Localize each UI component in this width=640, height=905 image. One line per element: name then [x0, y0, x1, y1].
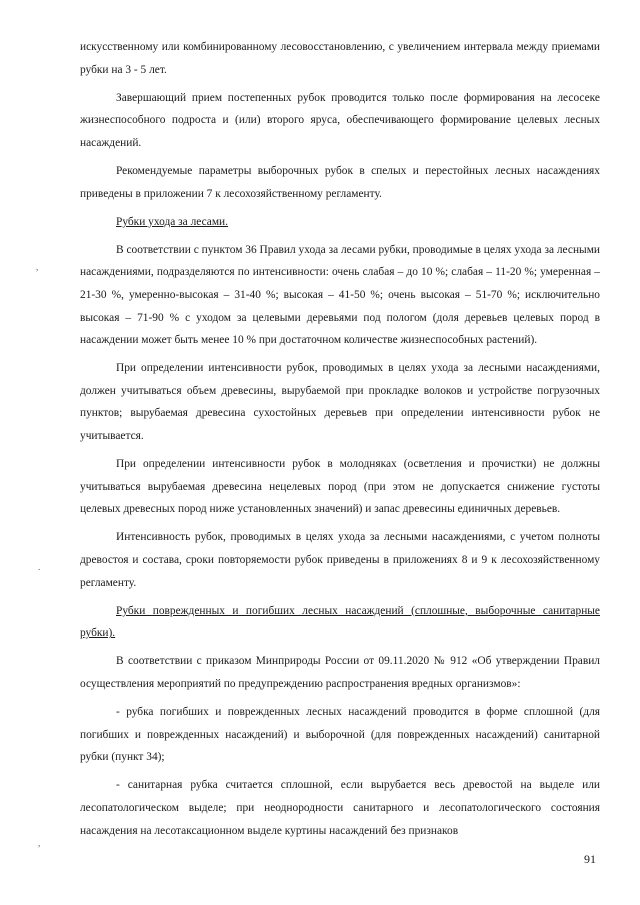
paragraph-intensity-determination: При определении интенсивности рубок, проводимых в целях ухода за лесными насаждениями, должен учитываться объем древесины, вырубаемой при прокладке волоков и устройстве погрузочных пунктов; вырубаемая древесина сухостойных деревьев при определении интенсивности рубок не учитывается.	[80, 362, 600, 442]
paragraph-intensity-appendix: Интенсивность рубок, проводимых в целях ухода за лесными насаждениями, с учетом полноты древостоя и состава, сроки повторяемости рубок приведены в приложениях 8 и 9 к лесохозяйственному регламенту.	[80, 531, 600, 589]
scan-speck: .	[38, 562, 41, 572]
list-item-sanitary-form: - рубка погибших и поврежденных лесных насаждений проводится в форме сплошной (для погибших и поврежденных насаждений) и выборочной (для поврежденных насаждений) санитарной рубки (пункт 34);	[80, 706, 600, 764]
paragraph-order-reference: В соответствии с приказом Минприроды России от 09.11.2020 № 912 «Об утверждении Правил осуществления мероприятий по предупреждению распространения вредных организмов»:	[80, 655, 600, 690]
paragraph-intensity-classes: В соответствии с пунктом 36 Правил ухода за лесами рубки, проводимые в целях ухода за лесными насаждениями, подразделяются по интенсивности: очень слабая – до 10 %; слабая – 11-20 %; умеренная – 21-30 %, умеренно-высокая – 31-40 %; высокая – 41-50 %; очень высокая – 51-70 %; исключительно высокая – 71-90 % с уходом за целевыми деревьями под пологом (доля деревьев целевых пород в насаждении может быть менее 10 % при достаточном количестве жизнеспособных растений).	[80, 243, 600, 347]
paragraph-recommended-params: Рекомендуемые параметры выборочных рубок в спелых и перестойных лесных насаждениях приведены в приложении 7 к лесохозяйственному регламенту.	[80, 164, 600, 200]
paragraph-continuation: искусственному или комбинированному лесовосстановлению, с увеличением интервала между приемами рубки на 3 - 5 лет.	[80, 41, 600, 76]
scan-speck: ,	[36, 262, 39, 272]
section-heading-sanitary: Рубки поврежденных и погибших лесных насаждений (сплошные, выборочные санитарные рубки).	[80, 604, 600, 640]
list-item-clear-cut-definition: - санитарная рубка считается сплошной, если вырубается весь древостой на выделе или лесопатологическом выделе; при неоднородности санитарного и лесопатологического состояния насаждения на лесотаксационном выделе куртины насаждений без признаков	[80, 779, 600, 837]
scan-speck: ,	[38, 838, 41, 848]
paragraph-final-cut: Завершающий прием постепенных рубок проводится только после формирования на лесосеке жизнеспособного подроста и (или) второго яруса, обеспечивающего формирование целевых лесных насаждений.	[80, 91, 600, 149]
paragraph-young-stands: При определении интенсивности рубок в молодняках (осветления и прочистки) не должны учитываться вырубаемая древесина нецелевых пород (при этом не допускается снижение густоты целевых древесных пород ниже установленных значений) и запас древесины единичных деревьев.	[80, 458, 600, 516]
page-number: 91	[584, 852, 596, 866]
section-heading-thinning: Рубки ухода за лесами.	[116, 215, 229, 228]
page-body	[80, 36, 600, 848]
